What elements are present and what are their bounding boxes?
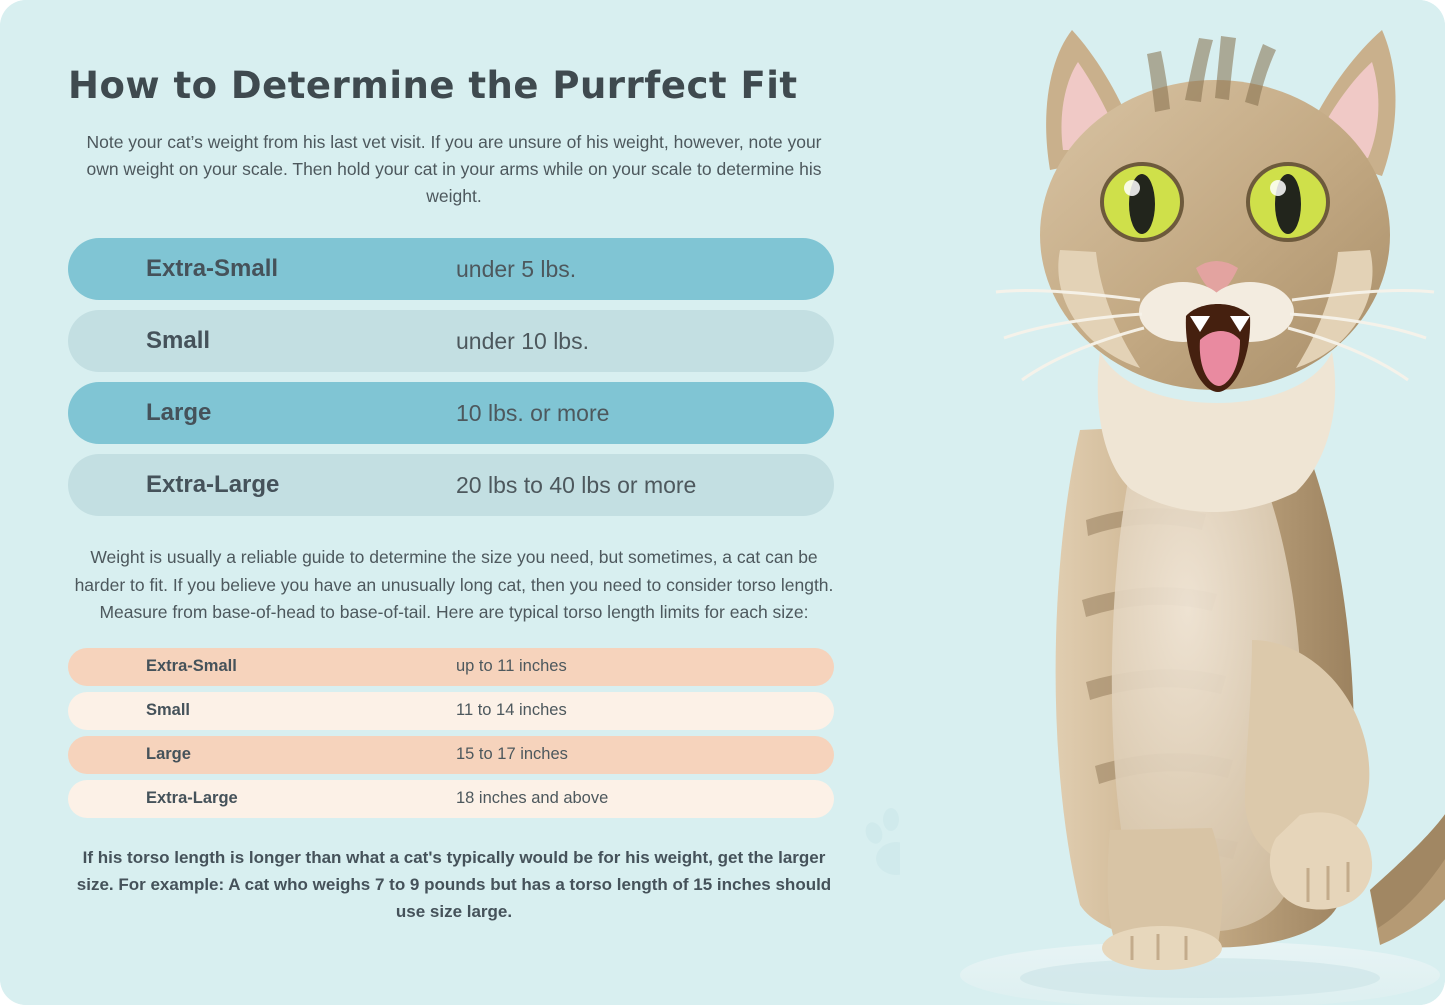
table-row [68,648,834,686]
size-value: 18 inches and above [456,789,609,808]
torso-explanation: Weight is usually a reliable guide to determine the size you need, but sometimes, a cat can be harder to fit. If you believe you have an unusually long cat, then you need to consider torso length. Measure from base-of-head to base-of-tail. Here are typical torso length limits for each size: [74,547,834,622]
size-label: Small [146,701,191,720]
table-row [68,310,834,372]
size-value: 10 lbs. or more [456,399,610,426]
table-row [68,454,834,516]
torso-size-table [68,648,834,818]
table-row [68,736,834,774]
size-value: under 10 lbs. [456,327,589,354]
size-value: 11 to 14 inches [456,701,567,720]
size-value: 15 to 17 inches [456,745,568,764]
weight-size-table [68,238,834,516]
size-label: Small [146,327,211,355]
page-title: How to Determine the Purrfect Fit [68,64,798,107]
size-label: Extra-Large [146,789,238,808]
footer-note: If his torso length is longer than what a cat's typically would be for his weight, get the larger size. For example: A cat who weighs 7 to 9 pounds but has a torso length of 15 inches should use size large. [76,847,832,922]
size-value: under 5 lbs. [456,255,577,282]
size-label: Extra-Large [146,471,280,499]
table-row [68,780,834,818]
size-value: up to 11 inches [456,657,567,676]
table-row [68,238,834,300]
cat-photo [900,0,1445,1005]
cat-illustration [900,0,1445,1005]
table-row [68,692,834,730]
size-label: Large [146,399,212,427]
size-value: 20 lbs to 40 lbs or more [456,471,697,498]
size-label: Extra-Small [146,657,237,676]
size-label: Large [146,745,191,764]
table-row [68,382,834,444]
size-label: Extra-Small [146,255,279,283]
intro-paragraph: Note your cat’s weight from his last vet visit. If you are unsure of his weight, however, note your own weight on your scale. Then hold your cat in your arms while on your scale to determine his weight. [86,132,822,207]
